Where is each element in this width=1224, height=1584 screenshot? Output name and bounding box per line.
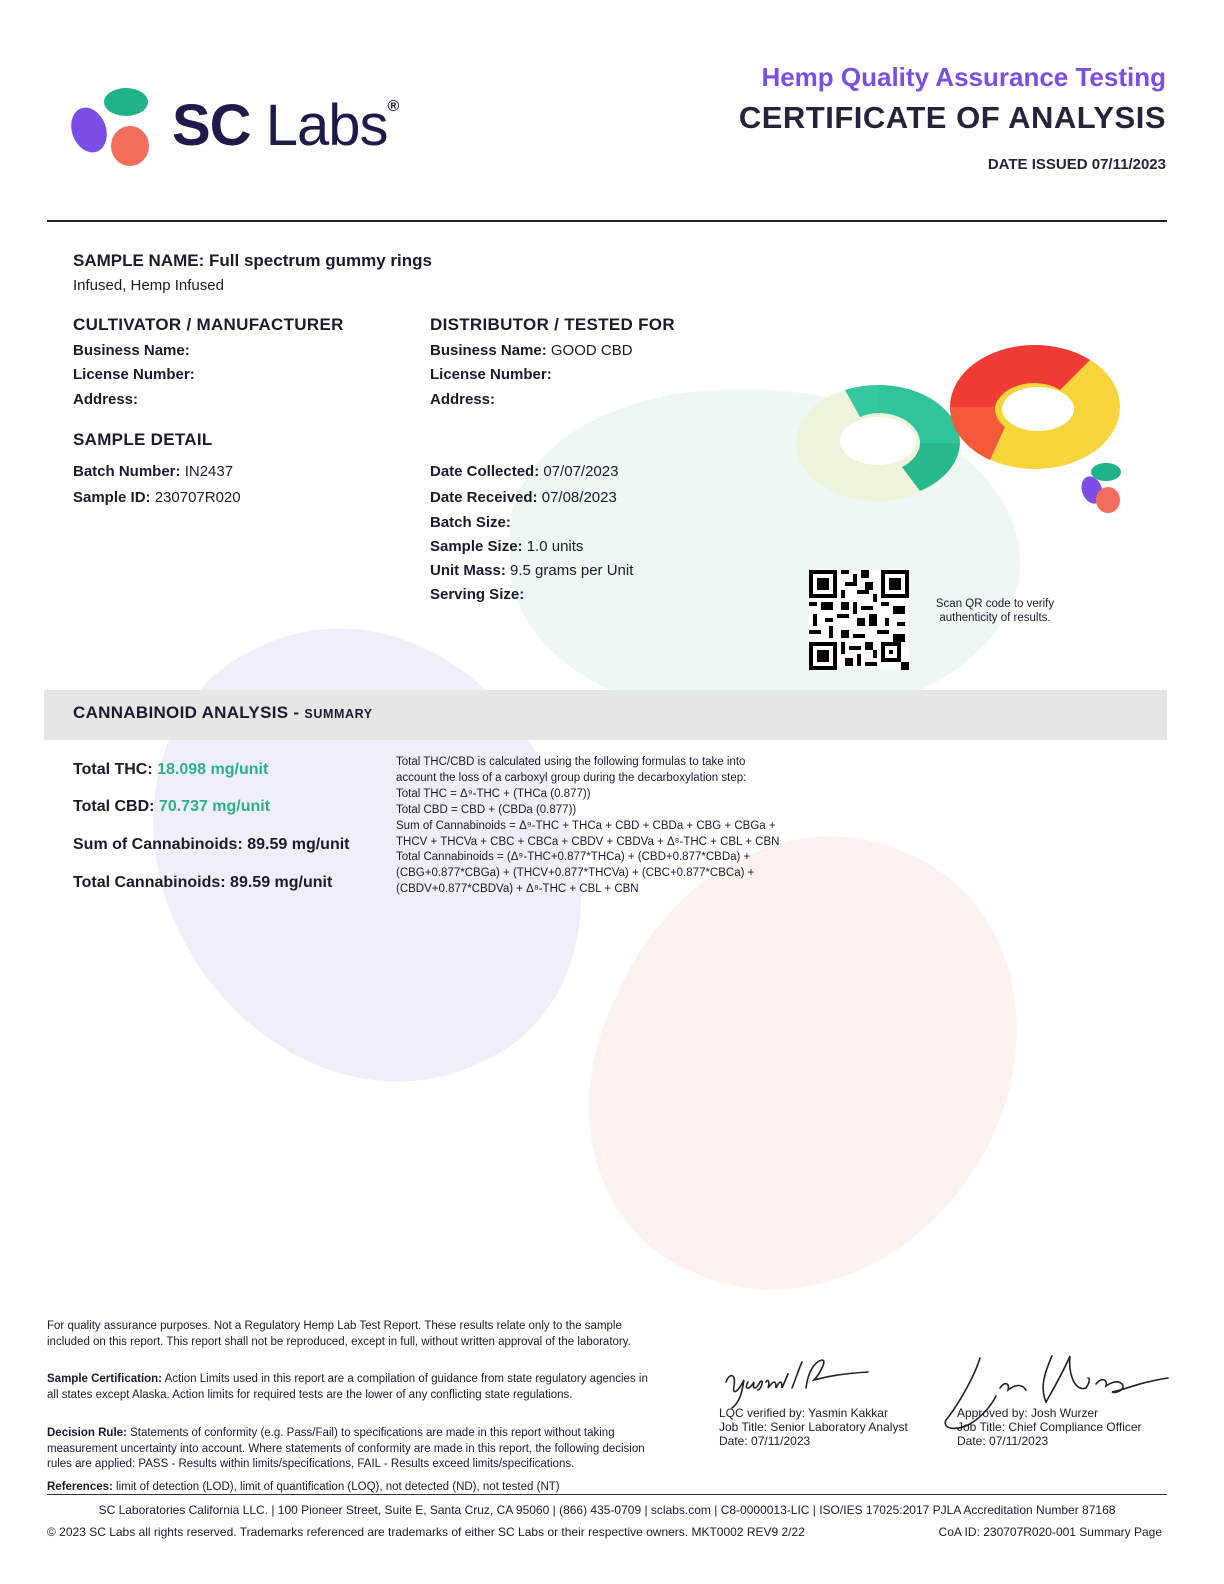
footer-lab-info: SC Laboratories California LLC. | 100 Pioneer Street, Suite E, Santa Cruz, CA 95060 | (866) 435-0709 | sclabs.com | C8-0000013-LIC | ISO/IES 17025:2017 PJLA Accreditation Number 87168	[98, 1503, 1116, 1517]
sample-size: Sample Size: 1.0 units	[430, 538, 584, 555]
references: References: limit of detection (LOD), limit of quantification (LOQ), not detected (ND), not tested (NT)	[47, 1481, 560, 1493]
sample-name	[73, 251, 432, 271]
formula-line: Sum of Cannabinoids = Δ⁹-THC + THCa + CBD + CBDa + CBG + CBGa +	[396, 819, 776, 832]
distributor-license: License Number:	[430, 366, 552, 383]
formula-line: (CBDV+0.877*CBDVa) + Δ⁸-THC + CBL + CBN	[396, 883, 639, 896]
sample-subtitle: Infused, Hemp Infused	[73, 277, 224, 294]
distributor-address: Address:	[430, 391, 496, 408]
date-collected: Date Collected: 07/07/2023	[430, 463, 619, 480]
cultivator-heading: CULTIVATOR / MANUFACTURER	[73, 315, 344, 334]
sample-certification: Sample Certification: Action Limits used in this report are a compilation of guidance from state regulatory agencies in all states except Alaska. Action limits for required tests are the lower of any conflicting state regulations.	[47, 1373, 648, 1401]
sample-name-value: Full spectrum gummy rings	[209, 251, 432, 270]
signature-yasmin-icon	[718, 1352, 878, 1412]
formula-line: (CBG+0.877*CBGa) + (THCV+0.877*THCVa) + (CBC+0.877*CBCa) +	[396, 867, 755, 880]
header-divider	[47, 220, 1167, 222]
formula-notes	[396, 755, 806, 898]
footer-coa-id: CoA ID: 230707R020-001 Summary Page	[938, 1525, 1162, 1539]
signature-right-block: Approved by: Josh Wurzer Job Title: Chief Compliance Officer Date: 07/11/2023	[957, 1406, 1142, 1448]
distributor-heading: DISTRIBUTOR / TESTED FOR	[430, 315, 675, 334]
brand-name-light: Labs	[265, 93, 388, 158]
sc-labs-logo-icon	[70, 86, 170, 176]
unit-mass: Unit Mass: 9.5 grams per Unit	[430, 562, 634, 579]
cultivator-business-name: Business Name:	[73, 342, 190, 359]
sample-id: Sample ID: 230707R020	[73, 489, 241, 506]
footer-divider	[47, 1494, 1167, 1495]
qr-note: Scan QR code to verify authenticity of results.	[935, 598, 1055, 624]
date-received: Date Received: 07/08/2023	[430, 489, 617, 506]
brand-wordmark	[172, 92, 398, 159]
verification-qr-code[interactable]	[808, 570, 910, 670]
registered-mark: ®	[387, 98, 399, 115]
cultivator-address: Address:	[73, 391, 139, 408]
header-subtitle: Hemp Quality Assurance Testing	[761, 62, 1166, 92]
cultivator-license: License Number:	[73, 366, 195, 383]
total-cbd-value: 70.737 mg/unit	[158, 798, 271, 815]
serving-size: Serving Size:	[430, 586, 525, 603]
date-issued: DATE ISSUED 07/11/2023	[987, 156, 1166, 173]
formula-line: Total Cannabinoids = (Δ⁹-THC+0.877*THCa) + (CBD+0.877*CBDa) +	[396, 851, 751, 864]
sum-of-cannabinoids: Sum of Cannabinoids: 89.59 mg/unit	[73, 836, 350, 853]
sample-detail-heading: SAMPLE DETAIL	[73, 430, 213, 449]
formula-line: account the loss of a carboxyl group during the decarboxylation step:	[396, 771, 747, 784]
summary-title: CANNABINOID ANALYSIS - SUMMARY	[73, 703, 373, 722]
formula-line: THCV + THCVa + CBC + CBCa + CBDV + CBDVa + Δ⁸-THC + CBL + CBN	[396, 835, 780, 848]
total-thc-value: 18.098 mg/unit	[157, 761, 269, 778]
total-thc: Total THC: 18.098 mg/unit	[73, 761, 269, 778]
total-cbd: Total CBD: 70.737 mg/unit	[73, 798, 271, 815]
formula-line: Total THC/CBD is calculated using the following formulas to take into	[396, 756, 746, 768]
formula-line: Total CBD = CBD + (CBDa (0.877))	[396, 803, 577, 816]
distributor-business-name: Business Name: GOOD CBD	[430, 342, 633, 359]
product-photo-gummy-rings	[790, 335, 1140, 520]
footer-copyright: © 2023 SC Labs all rights reserved. Trademarks referenced are trademarks of either SC Labs or their respective owners. MKT0002 REV9 2/22	[47, 1525, 805, 1539]
qa-disclaimer: For quality assurance purposes. Not a Regulatory Hemp Lab Test Report. These results relate only to the sample included on this report. This report shall not be reproduced, except in full, without written approval of the laboratory.	[47, 1320, 631, 1348]
sample-name-label: SAMPLE NAME:	[73, 251, 205, 270]
batch-number: Batch Number: IN2437	[73, 463, 234, 480]
batch-size: Batch Size:	[430, 514, 511, 531]
formula-line: Total THC = Δ⁹-THC + (THCa (0.877))	[396, 787, 591, 800]
brand-name-bold: SC	[172, 93, 251, 158]
total-cannabinoids: Total Cannabinoids: 89.59 mg/unit	[73, 874, 333, 891]
signature-left-block: LQC verified by: Yasmin Kakkar Job Title: Senior Laboratory Analyst Date: 07/11/2023	[719, 1406, 908, 1448]
header-title: CERTIFICATE OF ANALYSIS	[738, 100, 1166, 135]
decision-rule: Decision Rule: Statements of conformity (e.g. Pass/Fail) to specifications are made in this report without taking measurement uncertainty into account. Where statements of conformity are made in this report, the following decision rules are applied: PASS - Results within limits/specifications, FAIL - Results exceed limits/specifications.	[47, 1427, 645, 1470]
